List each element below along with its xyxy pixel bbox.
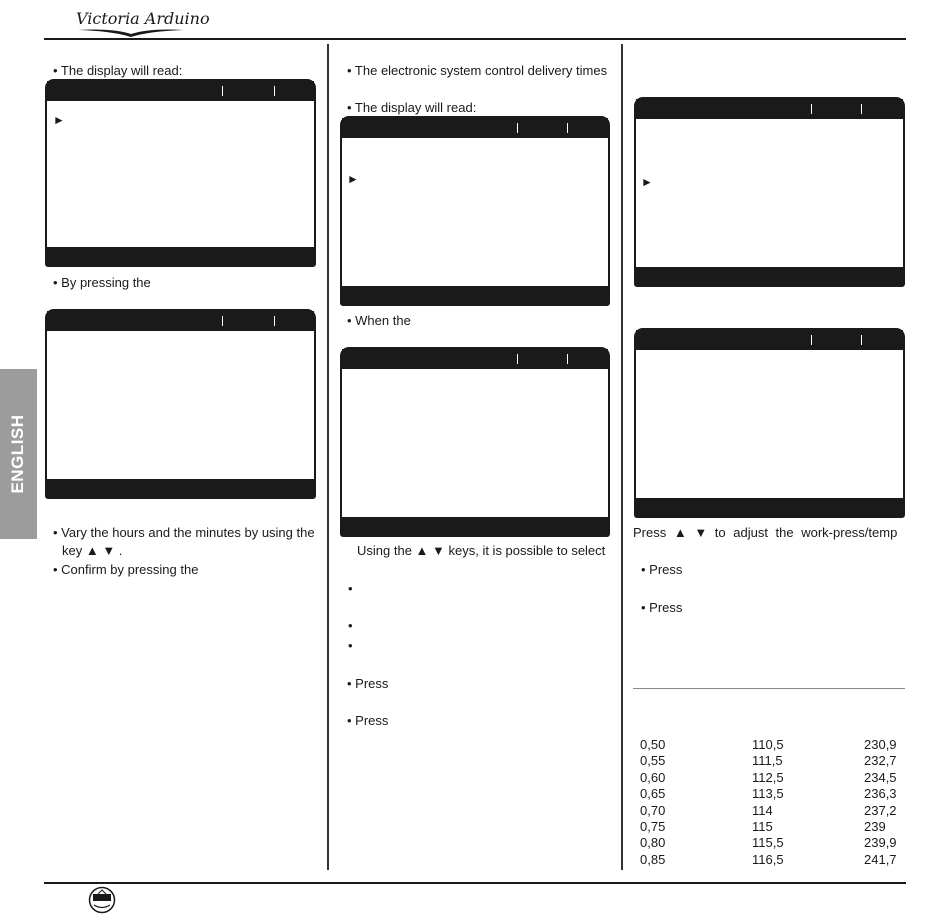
table-cell: 116,5 xyxy=(752,851,784,867)
table-cell: 0,65 xyxy=(640,786,666,802)
lcd-display xyxy=(634,328,905,518)
header-rule xyxy=(44,38,906,40)
table-cell: 0,55 xyxy=(640,753,666,769)
table-cell: 234,5 xyxy=(864,769,897,785)
lcd-header-bar xyxy=(342,118,608,138)
column-separator xyxy=(327,44,329,870)
table-cell: 114 xyxy=(752,802,773,818)
col2-text-display-read: • The display will read: xyxy=(347,100,477,115)
cursor-arrow-icon: ► xyxy=(641,175,653,189)
table-cell: 0,60 xyxy=(640,769,666,785)
lcd-header-bar xyxy=(342,349,608,369)
col1-text-vary-hours: • Vary the hours and the minutes by using the xyxy=(53,525,315,540)
lcd-header-bar xyxy=(47,81,314,101)
col2-text-when-the: • When the xyxy=(347,313,411,328)
table-cell: 239,9 xyxy=(864,835,897,851)
lcd-footer-bar xyxy=(47,247,314,265)
col2-text-press: • Press xyxy=(347,713,389,728)
table-rule xyxy=(633,688,905,689)
column-separator xyxy=(621,44,623,870)
table-row xyxy=(640,737,900,753)
lcd-display xyxy=(340,347,610,537)
table-cell: 230,9 xyxy=(864,737,897,752)
table-cell: 112,5 xyxy=(752,769,784,785)
table-row xyxy=(640,786,900,802)
col2-bullet: • xyxy=(348,638,353,653)
lcd-footer-bar xyxy=(47,479,314,497)
table-cell: 110,5 xyxy=(752,737,784,752)
table-cell: 115,5 xyxy=(752,835,784,851)
col3-text-press: • Press xyxy=(641,562,683,577)
lcd-display xyxy=(45,309,316,499)
table-row xyxy=(640,819,900,835)
pressure-temperature-table xyxy=(640,737,900,868)
lcd-header-bar xyxy=(636,99,903,119)
svg-text:Victoria Arduino: Victoria Arduino xyxy=(76,9,210,28)
brand-logo xyxy=(72,4,210,38)
table-cell: 115 xyxy=(752,818,773,834)
col2-bullet: • xyxy=(348,618,353,633)
table-cell: 236,3 xyxy=(864,786,897,802)
footer-badge-logo xyxy=(88,886,116,914)
lcd-footer-bar xyxy=(342,517,608,535)
col2-text-press: • Press xyxy=(347,676,389,691)
table-row xyxy=(640,835,900,851)
language-tab-label: ENGLISH xyxy=(8,414,27,494)
table-cell: 237,2 xyxy=(864,802,897,818)
col3-text-press: • Press xyxy=(641,600,683,615)
table-cell: 0,80 xyxy=(640,835,666,851)
col2-text-using-keys: Using the ▲ ▼ keys, it is possible to select xyxy=(357,543,606,558)
table-row xyxy=(640,852,900,868)
table-cell: 232,7 xyxy=(864,753,897,769)
table-cell: 241,7 xyxy=(864,851,897,867)
lcd-header-bar xyxy=(47,311,314,331)
table-cell: 113,5 xyxy=(752,786,784,802)
col3-text-adjust: Press ▲ ▼ to adjust the work-press/temp xyxy=(633,525,898,540)
lcd-footer-bar xyxy=(636,267,903,285)
table-row xyxy=(640,770,900,786)
lcd-footer-bar xyxy=(342,286,608,304)
table-cell: 0,50 xyxy=(640,737,666,752)
table-cell: 0,70 xyxy=(640,802,666,818)
language-tab xyxy=(0,369,37,539)
table-row xyxy=(640,753,900,769)
col1-text-by-pressing: • By pressing the xyxy=(53,275,151,290)
lcd-header-bar xyxy=(636,330,903,350)
table-cell: 111,5 xyxy=(752,753,783,769)
table-cell: 0,85 xyxy=(640,851,666,867)
col2-text-electronic-system: • The electronic system control delivery times xyxy=(347,63,608,78)
lcd-footer-bar xyxy=(636,498,903,516)
cursor-arrow-icon: ► xyxy=(347,172,359,186)
col2-bullet: • xyxy=(348,581,353,596)
table-cell: 239 xyxy=(864,818,886,834)
cursor-arrow-icon: ► xyxy=(53,113,65,127)
col1-text-vary-hours-keys: key ▲ ▼ . xyxy=(62,543,123,558)
lcd-display xyxy=(340,116,610,306)
table-cell: 0,75 xyxy=(640,818,666,834)
lcd-display xyxy=(634,97,905,287)
col1-text-display-read: • The display will read: xyxy=(53,63,183,78)
footer-rule xyxy=(44,882,906,884)
table-row xyxy=(640,803,900,819)
lcd-display xyxy=(45,79,316,267)
col1-text-confirm: • Confirm by pressing the xyxy=(53,562,199,577)
